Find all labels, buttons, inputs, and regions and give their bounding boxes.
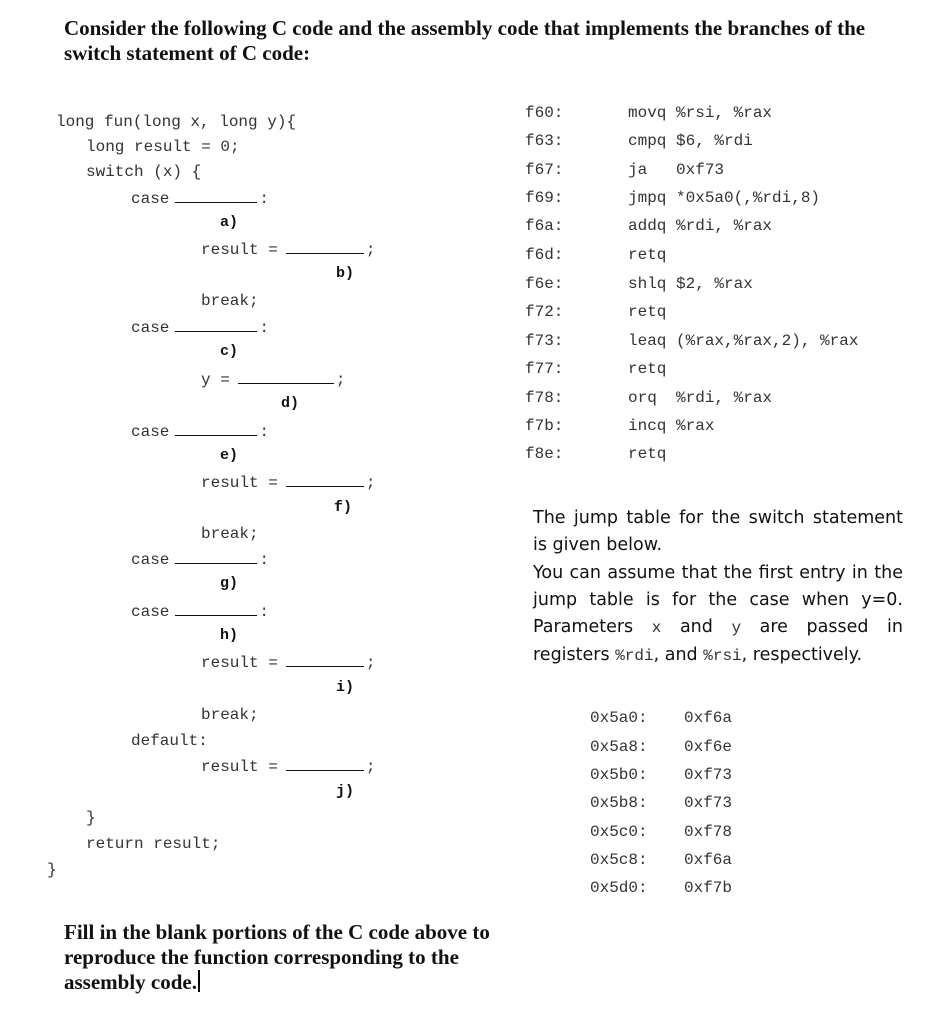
- asm-instr: addq %rdi, %rax: [628, 217, 773, 235]
- asm-addr: f69:: [525, 189, 564, 207]
- jump-table-addr: 0x5c8:: [590, 851, 648, 869]
- jump-table-target: 0xf73: [684, 766, 733, 784]
- result-line-f: result = ;: [201, 474, 376, 492]
- asm-instr: retq: [628, 445, 667, 463]
- blank-f[interactable]: [286, 474, 364, 487]
- asm-addr: f72:: [525, 303, 564, 321]
- text-cursor: [198, 970, 200, 992]
- function-signature: long fun(long x, long y){: [56, 113, 297, 131]
- break-line-3: break;: [201, 706, 259, 724]
- label-b: b): [336, 265, 355, 282]
- jump-table-addr: 0x5a0:: [590, 709, 648, 727]
- jump-table-addr: 0x5b0:: [590, 766, 648, 784]
- default-line: default:: [131, 732, 208, 750]
- asm-instr: ja 0xf73: [628, 161, 725, 179]
- switch-close-brace: }: [86, 809, 96, 827]
- asm-instr: shlq $2, %rax: [628, 275, 753, 293]
- jump-table-target: 0xf6e: [684, 738, 733, 756]
- asm-instr: cmpq $6, %rdi: [628, 132, 753, 150]
- asm-addr: f78:: [525, 389, 564, 407]
- instruction-text: Fill in the blank portions of the C code above to reproduce the function corresponding to the assembly code.: [64, 920, 490, 994]
- register-rdi: %rdi: [615, 647, 654, 666]
- label-g: g): [220, 575, 239, 592]
- asm-addr: f8e:: [525, 445, 564, 463]
- jump-table-addr: 0x5a8:: [590, 738, 648, 756]
- label-j: j): [336, 783, 355, 800]
- asm-instr: leaq (%rax,%rax,2), %rax: [628, 332, 859, 350]
- break-line-1: break;: [201, 292, 259, 310]
- result-init-line: long result = 0;: [86, 138, 240, 156]
- asm-addr: f73:: [525, 332, 564, 350]
- asm-addr: f63:: [525, 132, 564, 150]
- function-close-brace: }: [47, 861, 57, 879]
- return-line: return result;: [86, 835, 221, 853]
- asm-addr: f77:: [525, 360, 564, 378]
- case-line-g: case :: [131, 551, 270, 569]
- asm-instr: jmpq *0x5a0(,%rdi,8): [628, 189, 821, 207]
- blank-d[interactable]: [238, 371, 334, 384]
- blank-i[interactable]: [286, 654, 364, 667]
- blank-h[interactable]: [175, 603, 257, 616]
- asm-instr: orq %rdi, %rax: [628, 389, 773, 407]
- blank-a[interactable]: [175, 190, 257, 203]
- blank-g[interactable]: [175, 551, 257, 564]
- blank-j[interactable]: [286, 758, 364, 771]
- register-rsi: %rsi: [703, 647, 742, 666]
- label-c: c): [220, 343, 239, 360]
- blank-e[interactable]: [175, 423, 257, 436]
- jump-table-target: 0xf78: [684, 823, 733, 841]
- jump-table-target: 0xf6a: [684, 709, 733, 727]
- case-line-h: case :: [131, 603, 270, 621]
- jump-table-target: 0xf6a: [684, 851, 733, 869]
- jump-table-addr: 0x5b8:: [590, 794, 648, 812]
- blank-c[interactable]: [175, 319, 257, 332]
- jump-table-addr: 0x5d0:: [590, 879, 648, 897]
- asm-addr: f6e:: [525, 275, 564, 293]
- asm-addr: f7b:: [525, 417, 564, 435]
- asm-instr: retq: [628, 246, 667, 264]
- question-intro: Consider the following C code and the assembly code that implements the branches of the switch statement of C code:: [64, 16, 866, 65]
- label-h: h): [220, 627, 239, 644]
- asm-addr: f6a:: [525, 217, 564, 235]
- result-line-i: result = ;: [201, 654, 376, 672]
- case-keyword: case: [131, 190, 170, 208]
- blank-b[interactable]: [286, 241, 364, 254]
- jump-table-target: 0xf73: [684, 794, 733, 812]
- jump-table-note: The jump table for the switch statement is given below. You can assume that the first entry in the jump table is for the case when y=0. Parameters x and y are passed in registers %rdi, and %rsi, respectively.: [533, 508, 903, 666]
- param-x: x: [651, 619, 662, 638]
- case-line-a: case :: [131, 190, 270, 208]
- param-y: y: [731, 619, 742, 638]
- asm-instr: movq %rsi, %rax: [628, 104, 773, 122]
- result-line-b: result = ;: [201, 241, 376, 259]
- break-line-2: break;: [201, 525, 259, 543]
- label-f: f): [334, 499, 353, 516]
- asm-instr: retq: [628, 360, 667, 378]
- asm-instr: retq: [628, 303, 667, 321]
- asm-addr: f67:: [525, 161, 564, 179]
- case-line-e: case :: [131, 423, 270, 441]
- label-e: e): [220, 447, 239, 464]
- asm-instr: incq %rax: [628, 417, 715, 435]
- result-line-j: result = ;: [201, 758, 376, 776]
- asm-addr: f6d:: [525, 246, 564, 264]
- label-i: i): [336, 679, 355, 696]
- case-line-c: case :: [131, 319, 270, 337]
- label-a: a): [220, 214, 239, 231]
- switch-line: switch (x) {: [86, 163, 202, 181]
- jump-table-target: 0xf7b: [684, 879, 733, 897]
- jump-table-addr: 0x5c0:: [590, 823, 648, 841]
- label-d: d): [281, 395, 300, 412]
- asm-addr: f60:: [525, 104, 564, 122]
- y-assign-line: y = ;: [201, 371, 346, 389]
